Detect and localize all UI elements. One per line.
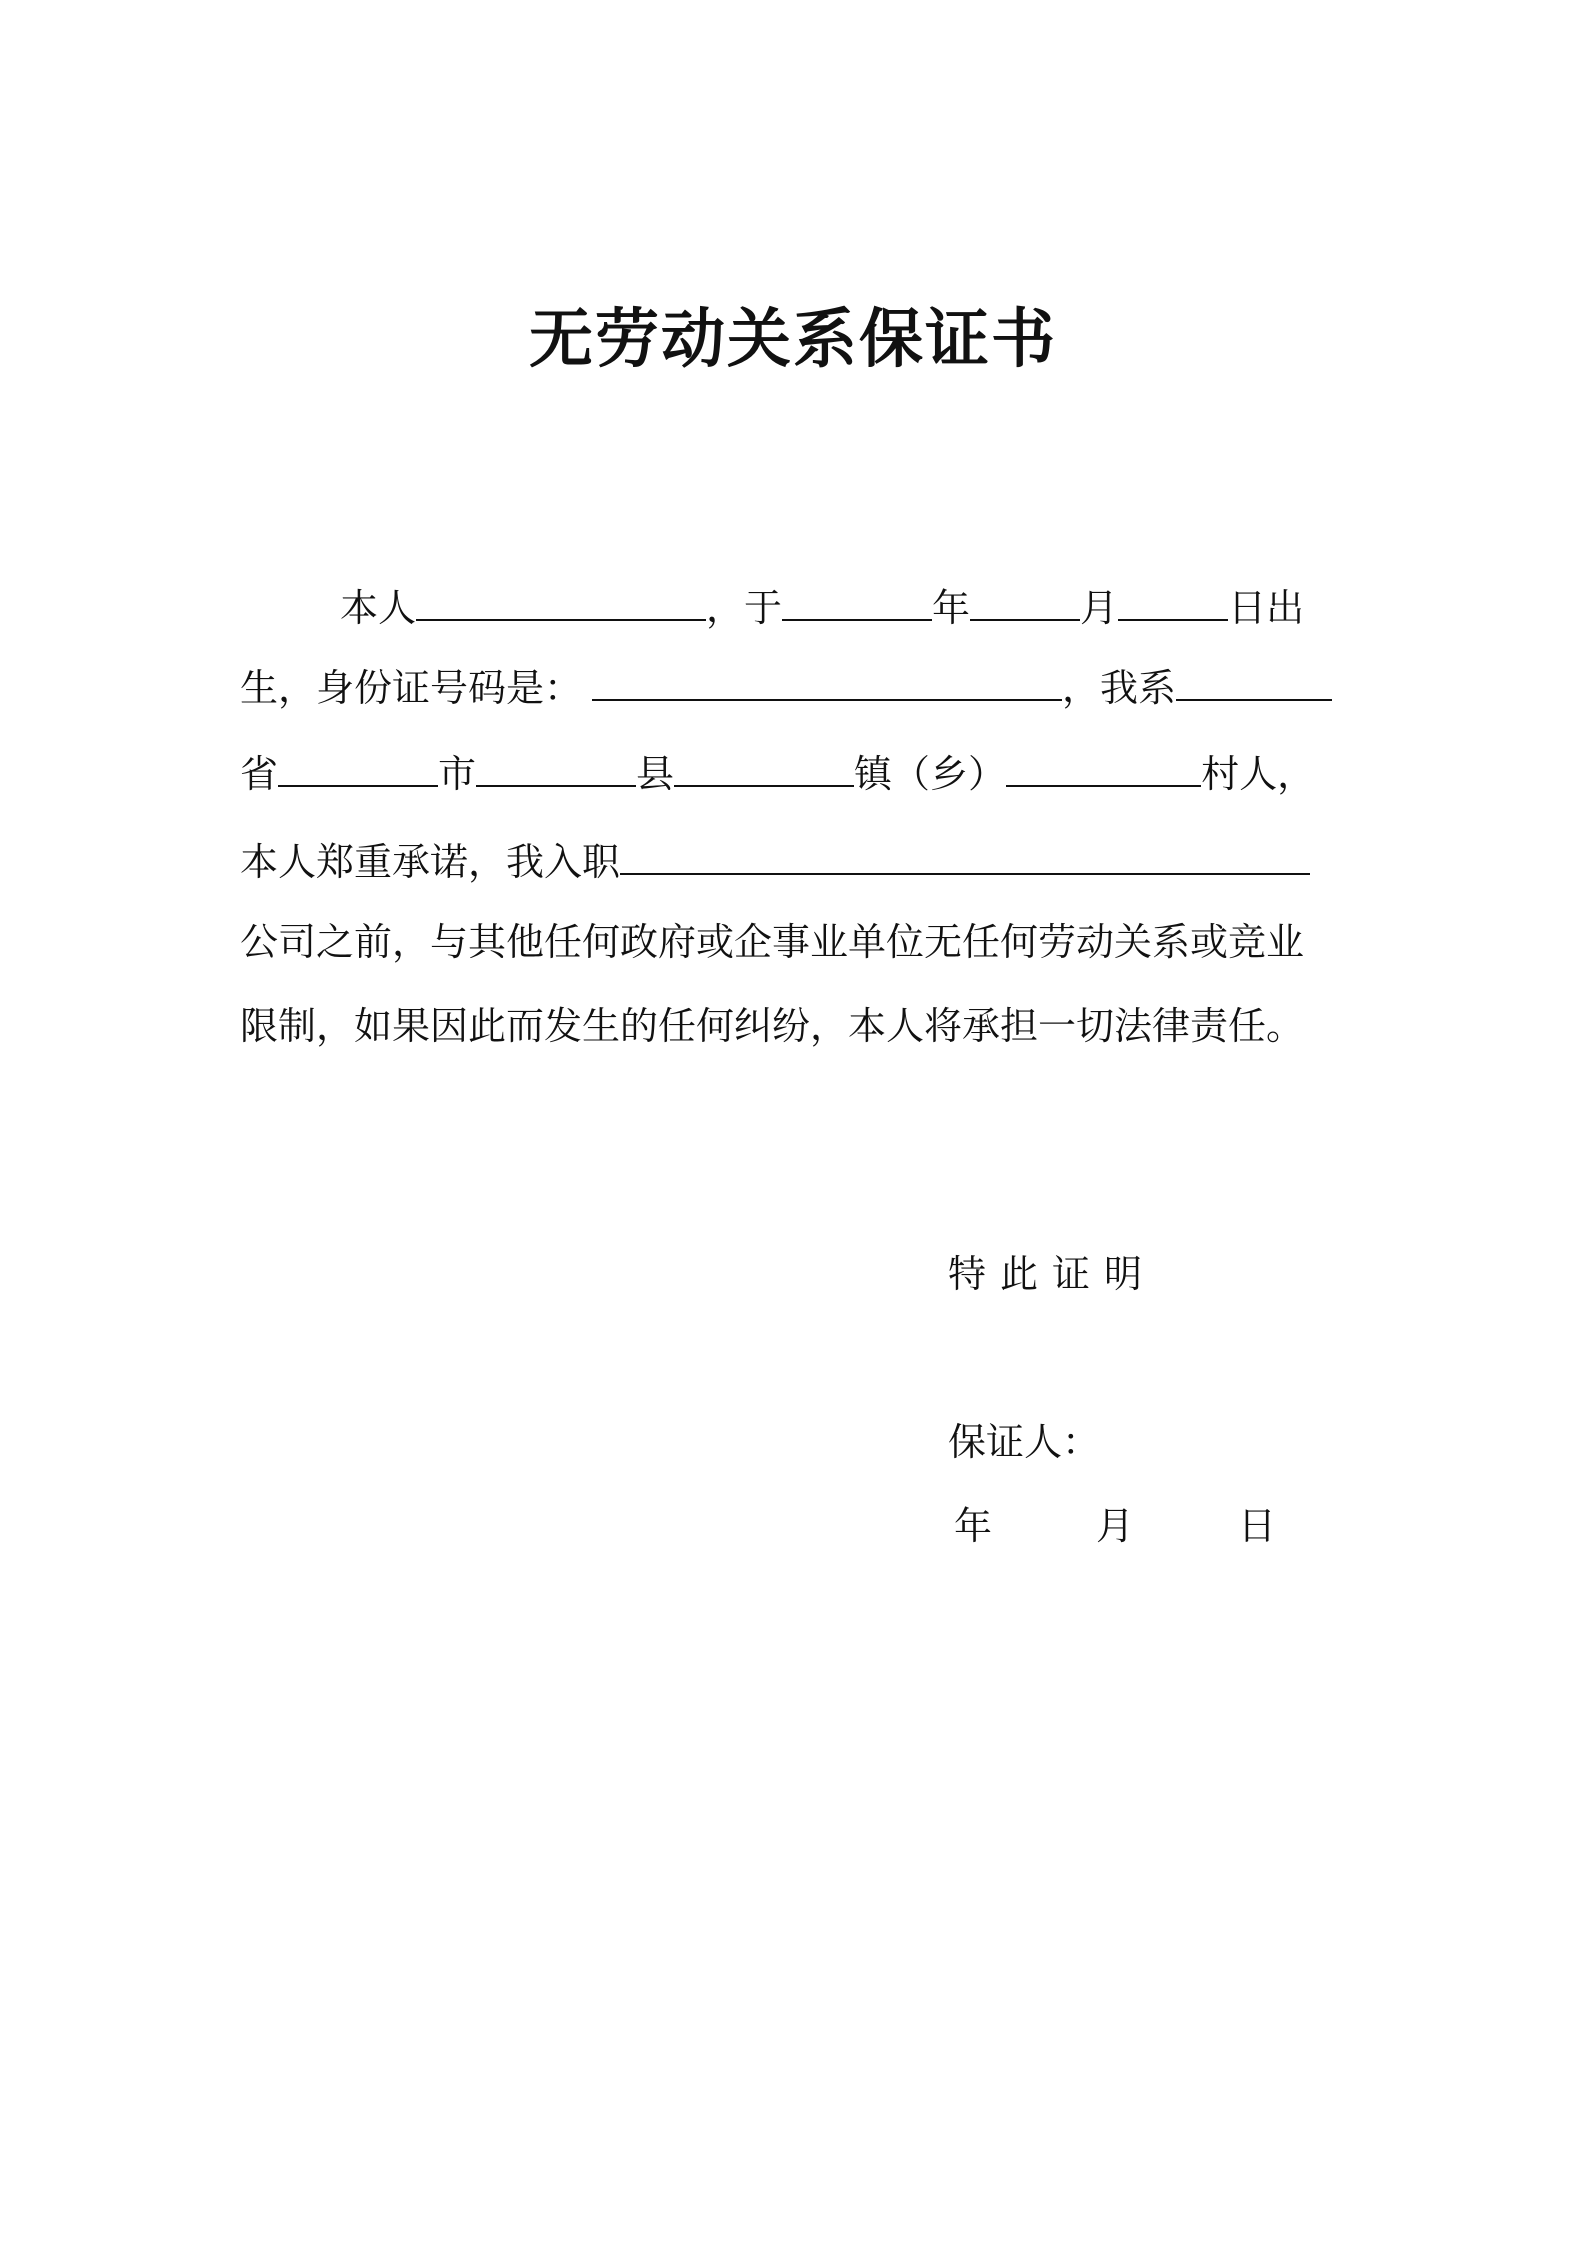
province-blank[interactable] (1176, 665, 1332, 701)
birth-month-blank[interactable] (970, 585, 1080, 621)
village-blank[interactable] (1006, 751, 1201, 787)
date-month-label: 月 (1096, 1504, 1135, 1548)
text-segment: 县 (636, 752, 675, 796)
date-year-label: 年 (954, 1504, 993, 1548)
id-number-blank[interactable] (592, 665, 1062, 701)
company-blank[interactable] (620, 839, 1310, 875)
text-segment: ，于 (706, 586, 783, 630)
county-blank[interactable] (476, 751, 636, 787)
text-segment: 镇（乡） (854, 752, 1007, 796)
closing-statement: 特此证明 (948, 1252, 1157, 1296)
body-line-4 (240, 836, 1350, 888)
birth-year-blank[interactable] (782, 585, 932, 621)
text-segment: ，我系 (1062, 666, 1177, 710)
body-line-5 (240, 916, 1350, 968)
body-line-3 (240, 748, 1350, 800)
text-segment: 省 (240, 752, 279, 796)
text-segment: 市 (438, 752, 477, 796)
text-segment: 月 (1080, 586, 1119, 630)
body-line-2 (240, 662, 1350, 714)
town-blank[interactable] (674, 751, 854, 787)
text-segment: 生，身份证号码是： (240, 666, 583, 710)
name-blank[interactable] (416, 585, 706, 621)
text-segment: 本人 (340, 586, 417, 630)
text-segment: 本人郑重承诺，我入职 (240, 840, 621, 884)
text-segment: 年 (932, 586, 971, 630)
body-line-6 (240, 1000, 1350, 1052)
date-day-label: 日 (1238, 1504, 1277, 1548)
city-blank[interactable] (278, 751, 438, 787)
guarantor-label: 保证人： (948, 1420, 1101, 1464)
text-segment: 日出 (1228, 586, 1305, 630)
text-segment: 村人， (1201, 752, 1316, 796)
text-segment: 限制，如果因此而发生的任何纠纷，本人将承担一切法律责任。 (240, 1004, 1305, 1048)
guarantor-signature-field[interactable] (1100, 1448, 1340, 1484)
document-title: 无劳动关系保证书 (529, 303, 1057, 377)
body-line-1 (340, 582, 1350, 634)
birth-day-blank[interactable] (1118, 585, 1228, 621)
text-segment: 公司之前，与其他任何政府或企事业单位无任何劳动关系或竞业 (240, 920, 1305, 964)
